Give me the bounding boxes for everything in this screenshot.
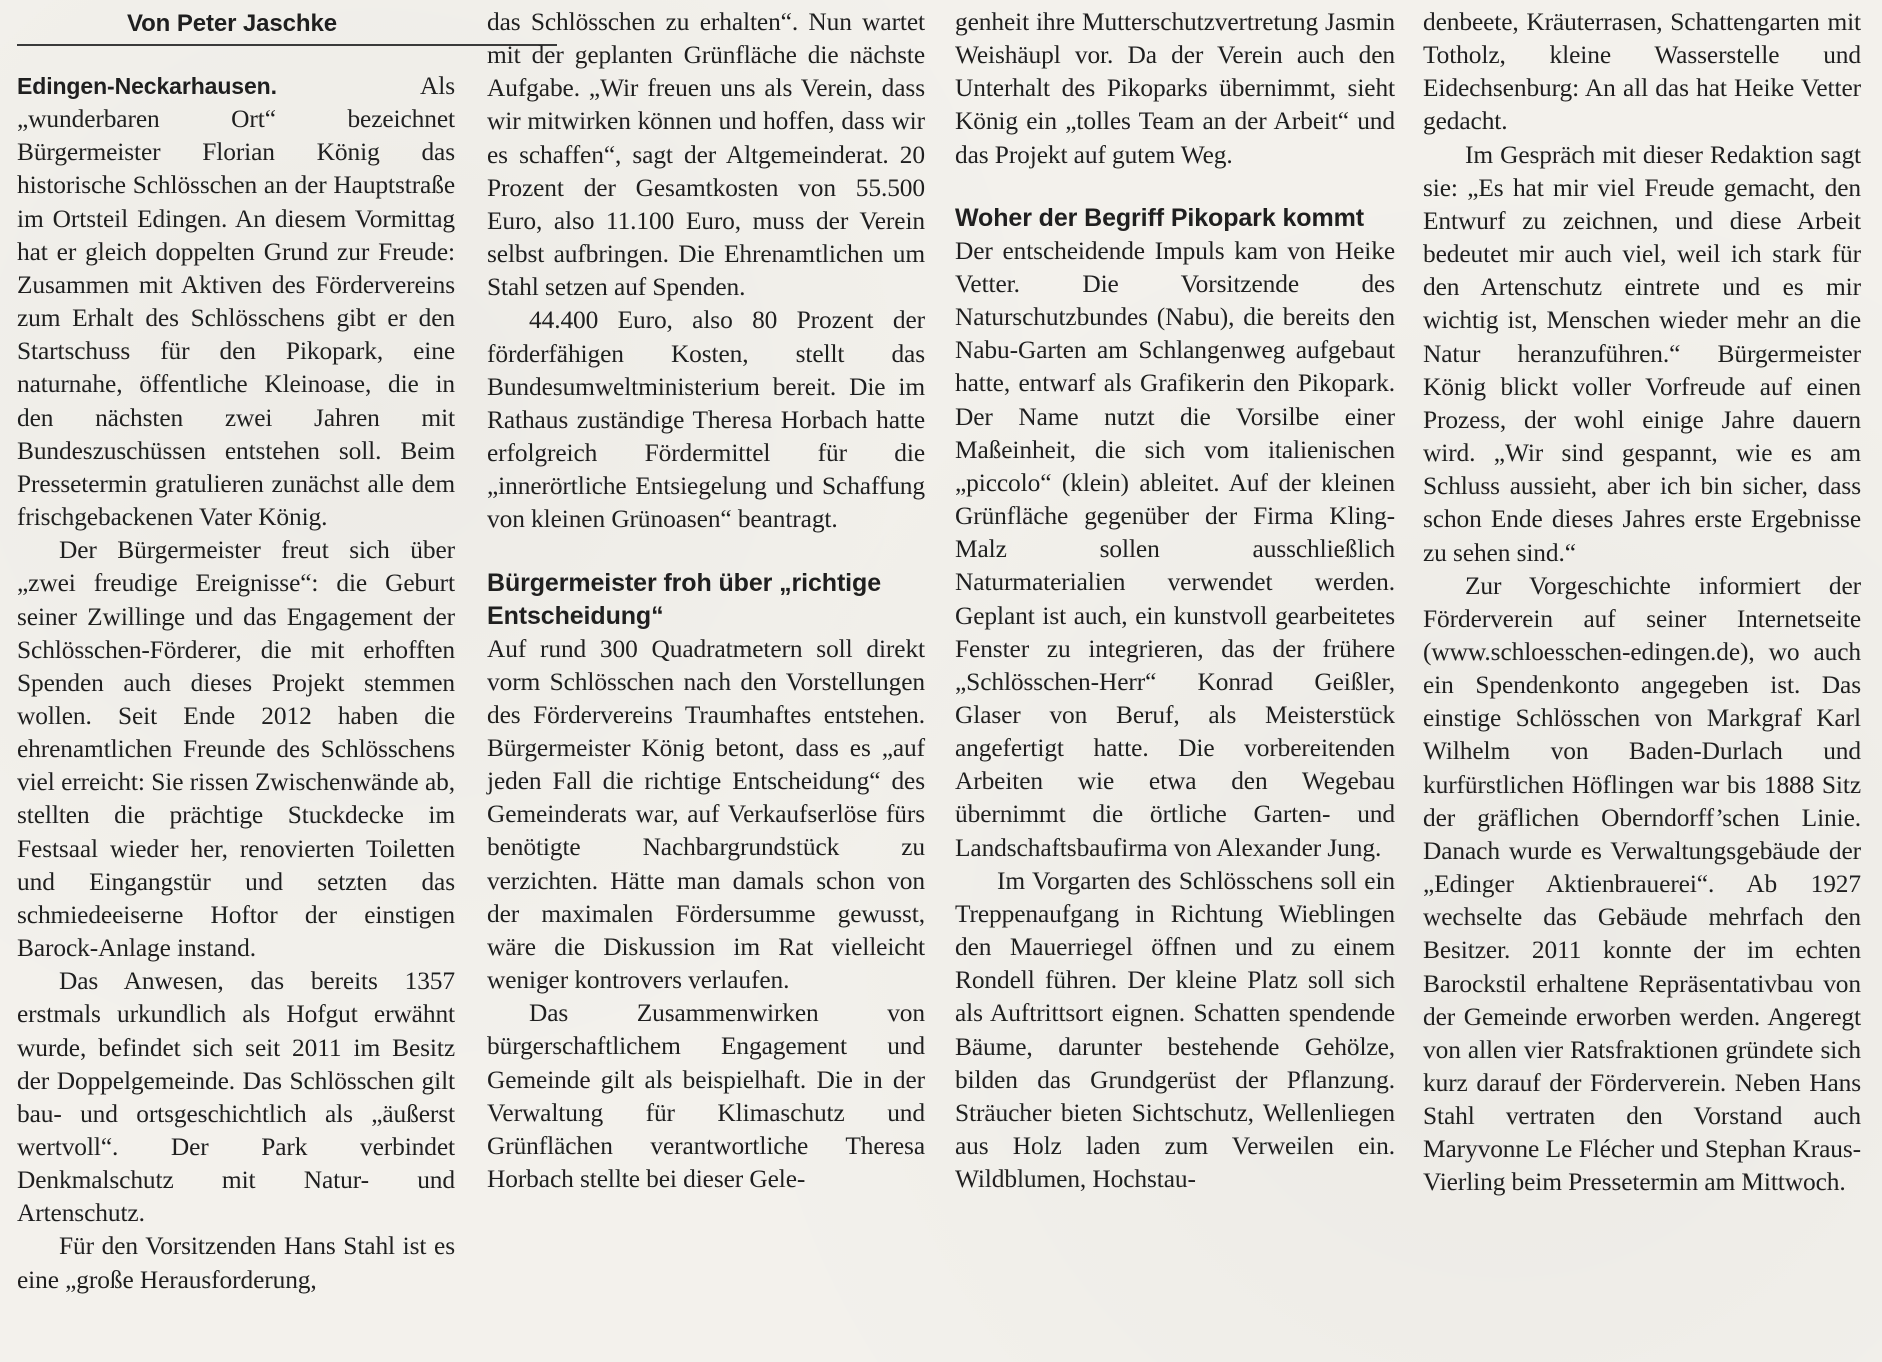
paragraph: Im Vorgarten des Schlösschens soll ein Treppenaufgang in Richtung Wieblingen den Mauerriegel öffnen und zu einem Rondell führen. Der kleine Platz soll sich als Auftrittsort eignen. Schatten spendende Bäume, darunter bestehende Gehölze, bilden das Grundgerüst der Pflanzung. Sträucher bieten Sichtschutz, Wellenliegen aus Holz laden zum Verweilen ein. Wildblumen, Hochstau-: [955, 866, 1395, 1194]
paragraph-text: Als „wunderbaren Ort“ bezeichnet Bürgermeister Florian König das historische Schlösschen an der Hauptstraße im Ortsteil Edingen. An diesem Vormittag hat er gleich doppelten Grund zur Freude: Zusammen mit Aktiven des Fördervereins zum Erhalt des Schlösschens gibt er den Startschuss für den Pikopark, eine naturnahe, öffentliche Kleinoase, die in den nächsten zwei Jahren mit Bundeszuschüssen entstehen soll. Beim Pressetermin gratulieren zunächst alle dem frischgebackenen Vater König.: [17, 72, 455, 532]
paragraph: Der entscheidende Impuls kam von Heike Vetter. Die Vorsitzende des Naturschutzbundes (Nabu), die bereits den Nabu-Garten am Schlangenweg aufgebaut hatte, entwarf als Grafikerin den Pikopark. Der Name nutzt die Vorsilbe einer Maßeinheit, die sich vom italienischen „piccolo“ (klein) ableitet. Auf der kleinen Grünfläche gegenüber der Firma Kling-Malz sollen ausschließlich Naturmaterialien verwendet werden. Geplant ist auch, ein kunstvoll gearbeitetes Fenster zu integrieren, das der frühere „Schlösschen-Herr“ Konrad Geißler, Glaser von Beruf, als Meisterstück angefertigt hatte. Die vorbereitenden Arbeiten wie etwa den Wegebau übernimmt die örtliche Garten- und Landschaftsbaufirma von Alexander Jung.: [955, 236, 1395, 862]
paragraph: das Schlösschen zu erhalten“. Nun wartet mit der geplanten Grünfläche die nächste Aufgabe. „Wir freuen uns als Verein, dass wir mitwirken können und hoffen, dass wir es schaffen“, sagt der Altgemeinderat. 20 Prozent der Gesamtkosten von 55.500 Euro, also 11.100 Euro, muss der Verein selbst aufbringen. Die Ehrenamtlichen um Stahl setzen auf Spenden.: [487, 8, 925, 302]
article-column-3: [955, 6, 1395, 1196]
article-column-1: [17, 6, 455, 1297]
paragraph: denbeete, Kräuterrasen, Schattengarten mit Totholz, kleine Wasserstelle und Eidechsenburg: An all das hat Heike Vetter gedacht.: [1423, 8, 1861, 136]
paragraph: Zur Vorgeschichte informiert der Förderverein auf seiner Internetseite (www.schloesschen-edingen.de), wo auch ein Spendenkonto angegeben ist. Das einstige Schlösschen von Markgraf Karl Wilhelm von Baden-Durlach und kurfürstlichen Höflingen war bis 1888 Sitz der gräflichen Oberndorff’schen Linie. Danach wurde es Verwaltungsgebäude der „Edinger Aktienbrauerei“. Ab 1927 wechselte das Gebäude mehrfach den Besitzer. 2011 konnte der im echten Barockstil erhaltene Repräsentativbau von der Gemeinde erworben werden. Angeregt von allen vier Ratsfraktionen gründete sich kurz darauf der Förderverein. Neben Hans Stahl vertraten den Vorstand auch Maryvonne Le Flécher und Stephan Kraus-Vierling beim Pressetermin am Mittwoch.: [1423, 571, 1861, 1197]
subheading: Bürgermeister froh über „richtige Entscheidung“: [487, 568, 882, 630]
paragraph: 44.400 Euro, also 80 Prozent der förderfähigen Kosten, stellt das Bundesumweltministerium bereit. Die im Rathaus zuständige Theresa Horbach hatte erfolgreich Fördermittel für die „innerörtliche Entsiegelung und Schaffung von kleinen Grünoasen“ beantragt.: [487, 306, 925, 534]
paragraph: Auf rund 300 Quadratmetern soll direkt vorm Schlösschen nach den Vorstellungen des Fördervereins Traumhaftes entstehen. Bürgermeister König betont, dass es „auf jeden Fall die richtige Entscheidung“ des Gemeinderats war, auf Verkaufserlöse fürs benötigte Nachbargrundstück zu verzichten. Hätte man damals schon von der maximalen Fördersumme gewusst, wäre die Diskussion im Rat vielleicht weniger kontrovers verlaufen.: [487, 634, 925, 995]
article-column-4: [1423, 6, 1861, 1200]
paragraph: Der Bürgermeister freut sich über „zwei freudige Ereignisse“: die Geburt seiner Zwillinge und das Engagement der Schlösschen-Förderer, die mit erhofften Spenden auch dieses Projekt stemmen wollen. Seit Ende 2012 haben die ehrenamtlichen Freunde des Schlösschens viel erreicht: Sie rissen Zwischenwände ab, stellten die prächtige Stuckdecke im Festsaal wieder her, renovierten Toiletten und Eingangstür und setzten das schmiedeeiserne Hoftor der einstigen Barock-Anlage instand.: [17, 536, 455, 963]
paragraph: genheit ihre Mutterschutzvertretung Jasmin Weishäupl vor. Da der Verein auch den Unterhalt des Pikoparks übernimmt, sieht König ein „tolles Team an der Arbeit“ und das Projekt auf gutem Weg.: [955, 8, 1395, 169]
dateline: Edingen-Neckarhausen.: [17, 73, 277, 99]
article-column-2: [487, 6, 925, 1196]
subheading: Woher der Begriff Pikopark kommt: [955, 203, 1364, 232]
paragraph: Für den Vorsitzenden Hans Stahl ist es eine „große Herausforderung,: [17, 1232, 455, 1294]
paragraph: Das Anwesen, das bereits 1357 erstmals urkundlich als Hofgut erwähnt wurde, befindet sich seit 2011 im Besitz der Doppelgemeinde. Das Schlösschen gilt bau- und ortsgeschichtlich als „äußerst wertvoll“. Der Park verbindet Denkmalschutz mit Natur- und Artenschutz.: [17, 967, 455, 1228]
paragraph: Im Gespräch mit dieser Redaktion sagt sie: „Es hat mir viel Freude gemacht, den Entwurf zu zeichnen, und diese Arbeit bedeutet mir auch viel, weil ich stark für den Artenschutz eintrete und es mir wichtig ist, Menschen wieder mehr an die Natur heranzuführen.“ Bürgermeister König blickt voller Vorfreude auf einen Prozess, der wohl einige Jahre dauern wird. „Wir sind gespannt, wie es am Schluss aussieht, aber ich bin sicher, dass schon Ende dieses Jahres erste Ergebnisse zu sehen sind.“: [1423, 140, 1861, 567]
byline: Von Peter Jaschke: [17, 6, 557, 46]
paragraph: [17, 70, 455, 534]
paragraph: Das Zusammenwirken von bürgerschaftlichem Engagement und Gemeinde gilt als beispielhaft. Die in der Verwaltung für Klimaschutz und Grünflächen verantwortliche Theresa Horbach stellte bei dieser Gele-: [487, 999, 925, 1193]
